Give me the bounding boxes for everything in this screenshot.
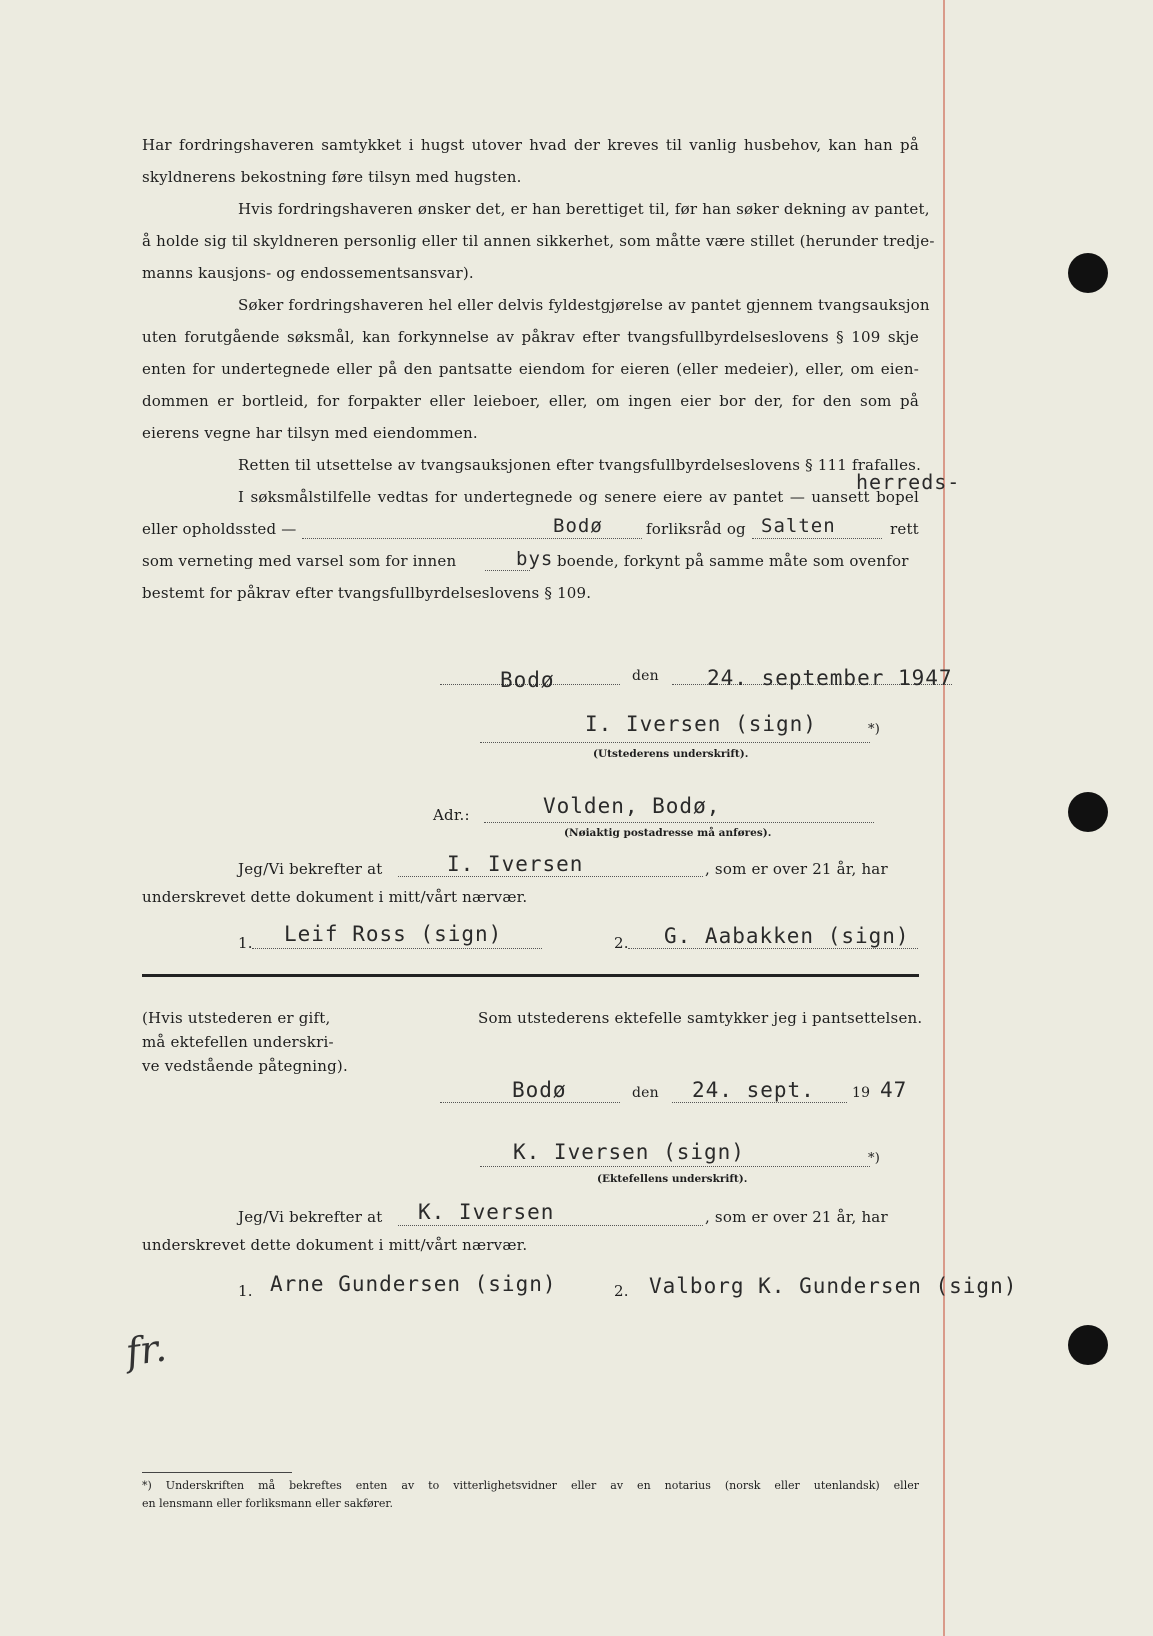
address-caption: (Nøiaktig postadresse må anføres). <box>564 827 772 839</box>
text-line: dommen er bortleid, for forpakter eller leieboer, eller, om ingen eier bor der, for den som på <box>142 392 919 410</box>
text-line: skyldnerens bekostning føre tilsyn med hugsten. <box>142 168 522 186</box>
footnote-line: *) Underskriften må bekreftes enten av to vitterlighetsvidner eller av en notarius (norsk eller utenlandsk) eller <box>142 1479 919 1492</box>
text-line: Har fordringshaveren samtykket i hugst utover hvad der kreves til vanlig husbehov, kan han på <box>142 136 919 154</box>
typed-place: Bodø <box>553 515 603 537</box>
dotted-field <box>752 538 882 539</box>
footnote-line: en lensmann eller forliksmann eller sakfører. <box>142 1497 393 1510</box>
text-line: som verneting med varsel som for innen <box>142 552 457 570</box>
dotted-field <box>484 822 874 823</box>
spouse-note-line: må ektefellen underskri- <box>142 1033 334 1051</box>
text-line: eller opholdssted — <box>142 520 297 538</box>
text-line: å holde sig til skyldneren personlig eller til annen sikkerhet, som måtte være stillet (herunder tredje- <box>142 232 935 250</box>
dotted-field <box>628 948 918 949</box>
typed-confirm-name: I. Iversen <box>447 852 584 876</box>
handwritten-initials: fr. <box>123 1325 170 1375</box>
address-label: Adr.: <box>433 806 470 824</box>
margin-line <box>943 0 945 1636</box>
witness-number: 2. <box>614 934 629 952</box>
confirm-prefix: Jeg/Vi bekrefter at <box>238 860 383 878</box>
witness-2-signature: G. Aabakken (sign) <box>664 924 910 948</box>
date-den-label: den <box>632 1085 659 1101</box>
dotted-field <box>398 876 703 877</box>
typed-bys: bys <box>516 548 554 570</box>
dotted-field <box>480 742 870 743</box>
text-line: Søker fordringshaveren hel eller delvis fyldestgjørelse av pantet gjennem tvangsauksjon <box>238 296 930 314</box>
spouse-caption: (Ektefellens underskrift). <box>597 1173 748 1185</box>
dotted-field <box>302 538 642 539</box>
dotted-field <box>440 1102 620 1103</box>
footnote-mark: *) <box>868 1151 880 1166</box>
text-line: manns kausjons- og endossementsansvar). <box>142 264 474 282</box>
confirm-line2: underskrevet dette dokument i mitt/vårt nærvær. <box>142 888 528 906</box>
dotted-field <box>485 570 530 571</box>
spouse-signature: K. Iversen (sign) <box>513 1140 745 1164</box>
typed-sign-date: 24. september 1947 <box>707 666 953 690</box>
spouse-consent: Som utstederens ektefelle samtykker jeg i pantsettelsen. <box>478 1009 923 1027</box>
year-prefix: 19 <box>852 1085 871 1101</box>
punch-hole-top <box>1068 253 1108 293</box>
confirm-suffix: , som er over 21 år, har <box>705 860 888 878</box>
dotted-field <box>480 1166 870 1167</box>
text-line: enten for undertegnede eller på den pantsatte eiendom for eieren (eller medeier), eller, om eien- <box>142 360 919 378</box>
text-fragment: forliksråd og <box>646 520 746 538</box>
typed-spouse-date: 24. sept. <box>692 1078 815 1102</box>
issuer-caption: (Utstederens underskrift). <box>593 748 749 760</box>
date-den-label: den <box>632 668 659 684</box>
typed-spouse-confirm-name: K. Iversen <box>418 1200 555 1224</box>
footnote-mark: *) <box>868 722 880 737</box>
typed-spouse-place: Bodø <box>512 1078 567 1102</box>
witness-1-signature: Leif Ross (sign) <box>284 922 503 946</box>
typed-address: Volden, Bodø, <box>543 794 721 818</box>
text-line: eierens vegne har tilsyn med eiendommen. <box>142 424 478 442</box>
typed-spouse-year: 47 <box>880 1078 908 1102</box>
spouse-note-line: (Hvis utstederen er gift, <box>142 1009 331 1027</box>
text-line: Retten til utsettelse av tvangsauksjonen efter tvangsfullbyrdelseslovens § 111 frafalles. <box>238 456 922 474</box>
text-line: uten forutgående søksmål, kan forkynnelse av påkrav efter tvangsfullbyrdelseslovens § 109 skje <box>142 328 919 346</box>
dotted-field <box>398 1225 703 1226</box>
typed-sign-place: Bodø <box>500 668 555 692</box>
confirm-line2: underskrevet dette dokument i mitt/vårt nærvær. <box>142 1236 528 1254</box>
text-line: Hvis fordringshaveren ønsker det, er han berettiget til, før han søker dekning av pantet, <box>238 200 930 218</box>
typed-herreds: herreds- <box>856 470 961 494</box>
confirm-prefix: Jeg/Vi bekrefter at <box>238 1208 383 1226</box>
typed-district: Salten <box>761 515 836 537</box>
dotted-field <box>672 1102 847 1103</box>
spouse-witness-2-signature: Valborg K. Gundersen (sign) <box>649 1274 1018 1298</box>
text-fragment: rett <box>890 520 919 538</box>
spouse-witness-1-signature: Arne Gundersen (sign) <box>270 1272 557 1296</box>
witness-number: 1. <box>238 934 253 952</box>
punch-hole-bottom <box>1068 1325 1108 1365</box>
text-line: bestemt for påkrav efter tvangsfullbyrdelseslovens § 109. <box>142 584 592 602</box>
text-line: I søksmålstilfelle vedtas for undertegnede og senere eiere av pantet — uansett bopel <box>238 488 919 506</box>
punch-hole-middle <box>1068 792 1108 832</box>
issuer-signature: I. Iversen (sign) <box>585 712 817 736</box>
witness-number: 2. <box>614 1282 629 1300</box>
spouse-note-line: ve vedstående påtegning). <box>142 1057 348 1075</box>
witness-number: 1. <box>238 1282 253 1300</box>
section-divider <box>142 974 919 977</box>
text-fragment: boende, forkynt på samme måte som ovenfor <box>557 552 909 570</box>
footnote-rule <box>142 1472 292 1473</box>
dotted-field <box>252 948 542 949</box>
confirm-suffix: , som er over 21 år, har <box>705 1208 888 1226</box>
